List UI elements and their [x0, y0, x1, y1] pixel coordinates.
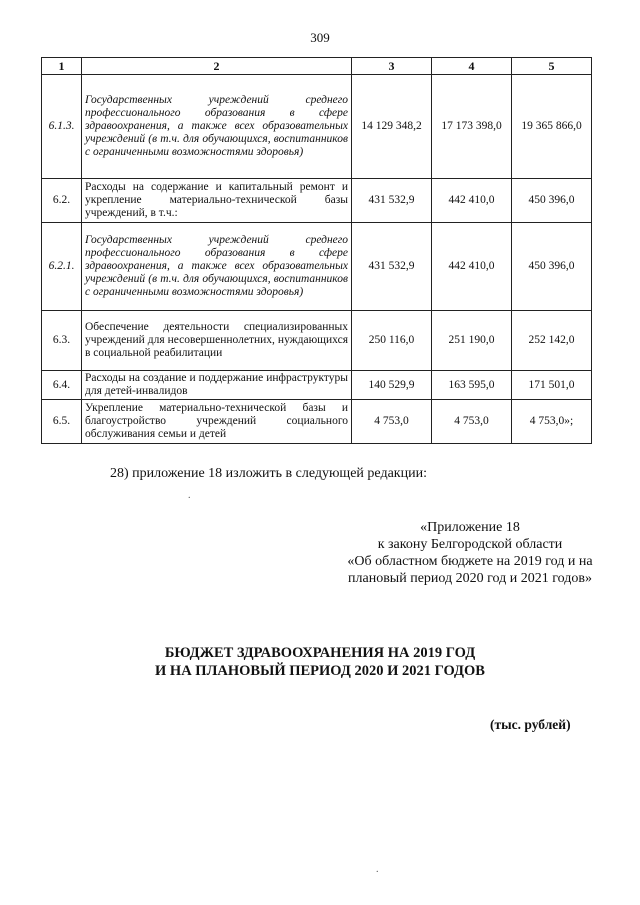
row-description: Расходы на создание и поддержание инфраструктуры для детей-инвалидов	[82, 371, 352, 400]
units-label: (тыс. рублей)	[490, 717, 571, 732]
row-description: Укрепление материально-технической базы и благоустройство учреждений социального обслуживания семьи и детей	[82, 400, 352, 444]
table-row	[42, 400, 592, 444]
value-2020: 17 173 398,0	[432, 75, 512, 179]
appendix-line-4: плановый период 2020 год и 2021 годов»	[348, 571, 592, 586]
table-row	[42, 311, 592, 371]
row-number: 6.1.3.	[42, 75, 82, 179]
value-2019: 250 116,0	[352, 311, 432, 371]
header-col-4: 4	[432, 58, 512, 75]
scan-speck: .	[376, 864, 379, 875]
table-row	[42, 75, 592, 179]
row-description: Государственных учреждений среднего профессионального образования в сфере здравоохранения, а также всех образовательных учреждений (в т.ч. для обучающихся, воспитанников с ограниченными возможностями здоровья)	[82, 75, 352, 179]
title-line-1: БЮДЖЕТ ЗДРАВООХРАНЕНИЯ НА 2019 ГОД	[164, 645, 476, 661]
appendix-line-3: «Об областном бюджете на 2019 год и на	[347, 554, 593, 569]
value-2021: 19 365 866,0	[512, 75, 592, 179]
row-number: 6.3.	[42, 311, 82, 371]
amendment-instruction: 28) приложение 18 изложить в следующей редакции:	[110, 466, 427, 481]
title-line-2: И НА ПЛАНОВЫЙ ПЕРИОД 2020 И 2021 ГОДОВ	[155, 663, 485, 679]
header-col-5: 5	[512, 58, 592, 75]
value-2020: 251 190,0	[432, 311, 512, 371]
value-2019: 4 753,0	[352, 400, 432, 444]
header-col-2: 2	[82, 58, 352, 75]
document-title	[80, 644, 560, 680]
row-number: 6.2.	[42, 179, 82, 223]
appendix-line-1: «Приложение 18	[420, 520, 520, 535]
value-2021: 450 396,0	[512, 179, 592, 223]
value-2020: 442 410,0	[432, 179, 512, 223]
header-col-3: 3	[352, 58, 432, 75]
appendix-line-2: к закону Белгородской области	[377, 537, 563, 552]
value-2019: 431 532,9	[352, 223, 432, 311]
table-row	[42, 223, 592, 311]
row-number: 6.4.	[42, 371, 82, 400]
value-2020: 4 753,0	[432, 400, 512, 444]
row-description: Обеспечение деятельности специализированных учреждений для несовершеннолетних, нуждающихся в социальной реабилитации	[82, 311, 352, 371]
table-header-row	[42, 58, 592, 75]
row-description: Государственных учреждений среднего профессионального образования в сфере здравоохранения, а также всех образовательных учреждений (в т.ч. для обучающихся, воспитанников с ограниченными возможностями здоровья)	[82, 223, 352, 311]
value-2021: 171 501,0	[512, 371, 592, 400]
value-2019: 431 532,9	[352, 179, 432, 223]
scan-speck: .	[188, 490, 191, 501]
value-2021: 252 142,0	[512, 311, 592, 371]
value-2020: 442 410,0	[432, 223, 512, 311]
row-number: 6.5.	[42, 400, 82, 444]
table-row	[42, 179, 592, 223]
header-col-1: 1	[42, 58, 82, 75]
row-description: Расходы на содержание и капитальный ремонт и укрепление материально-технической базы учреждений, в т.ч.:	[82, 179, 352, 223]
value-2020: 163 595,0	[432, 371, 512, 400]
row-number: 6.2.1.	[42, 223, 82, 311]
value-2019: 14 129 348,2	[352, 75, 432, 179]
budget-table	[41, 57, 592, 444]
value-2021: 450 396,0	[512, 223, 592, 311]
table-row	[42, 371, 592, 400]
value-2021: 4 753,0»;	[512, 400, 592, 444]
value-2019: 140 529,9	[352, 371, 432, 400]
page-number: 309	[310, 30, 330, 45]
appendix-header	[330, 519, 610, 587]
